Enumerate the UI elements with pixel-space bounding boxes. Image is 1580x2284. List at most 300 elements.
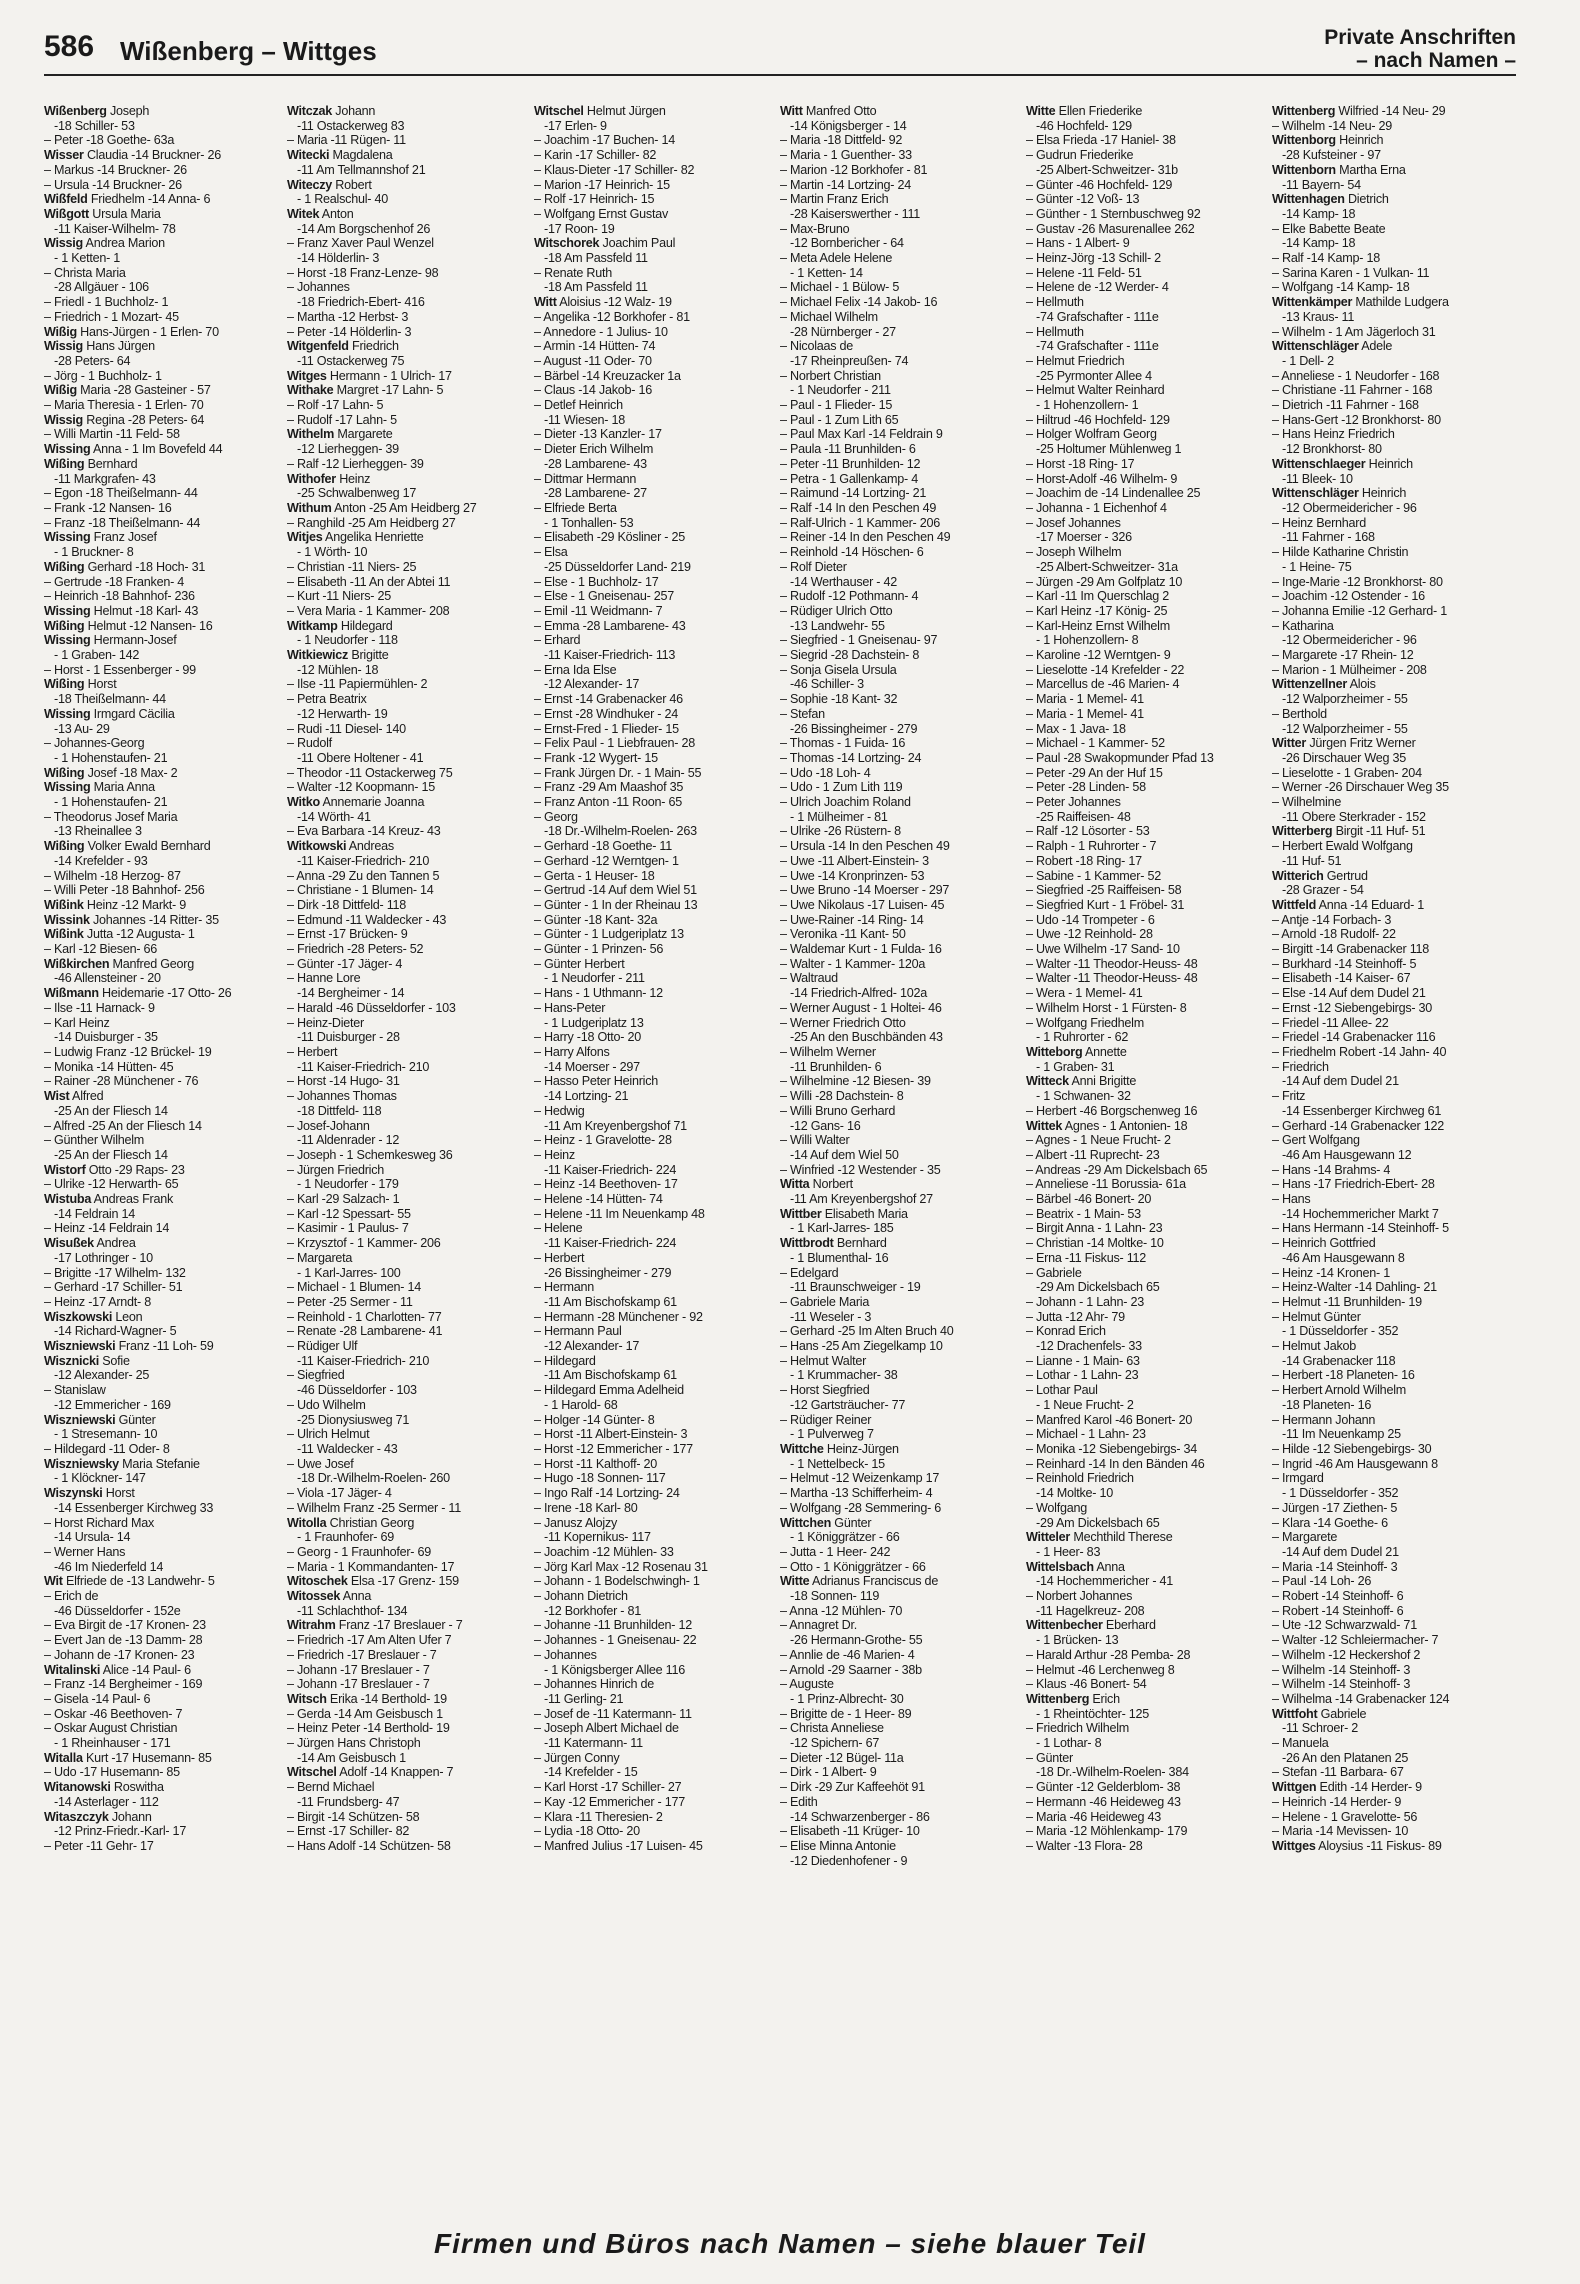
directory-entry: – Helmut Walter — [780, 1353, 867, 1368]
directory-entry: – Ursula -14 Bruckner- 26 — [44, 177, 182, 192]
directory-entry: -12 Drachenfels- 33 — [1036, 1339, 1142, 1354]
directory-entry: – Egon -18 Theißelmann- 44 — [44, 486, 198, 501]
directory-entry: Wissig Regina -28 Peters- 64 — [44, 412, 205, 427]
directory-entry: -28 Allgäuer - 106 — [54, 280, 149, 295]
page-number: 586 — [44, 30, 95, 63]
directory-entry: Withofer Heinz — [287, 471, 371, 486]
directory-entry: – Lothar Paul — [1026, 1383, 1098, 1398]
directory-entry: – Martha -12 Herbst- 3 — [287, 309, 409, 324]
directory-entry: Witschorek Joachim Paul — [534, 236, 676, 251]
surname: Withake — [287, 383, 334, 398]
directory-entry: – Willi Martin -11 Feld- 58 — [44, 427, 180, 442]
directory-entry: – Udo -18 Loh- 4 — [780, 765, 871, 780]
directory-entry: – Erich de — [44, 1589, 99, 1604]
directory-entry: – Angelika -12 Borkhofer - 81 — [534, 309, 690, 324]
directory-entry: – Auguste — [780, 1677, 834, 1692]
directory-entry: Wissing Franz Josef — [44, 530, 157, 545]
directory-entry: -12 Walporzheimer - 55 — [1282, 721, 1408, 736]
surname: Wiszniewski — [44, 1412, 116, 1427]
directory-entry: – Petra Beatrix — [287, 692, 367, 707]
directory-entry: -14 Feldrain 14 — [54, 1206, 135, 1221]
surname: Witgenfeld — [287, 339, 349, 354]
directory-entry: Wißing Horst — [44, 677, 117, 692]
surname: Witalinski — [44, 1662, 101, 1677]
directory-entry: – Else - 1 Gneisenau- 257 — [534, 589, 675, 604]
directory-entry: – Uwe Josef — [287, 1456, 354, 1471]
directory-entry: – Albert -11 Ruprecht- 23 — [1026, 1147, 1160, 1162]
directory-entry: – Wolfgang Ernst Gustav — [534, 206, 669, 221]
directory-entry: – Wilhelm Werner — [780, 1045, 876, 1059]
directory-entry: – Gabriele Maria — [780, 1294, 870, 1309]
directory-entry: – Franz Anton -11 Roon- 65 — [534, 795, 682, 810]
directory-entry: – Waldemar Kurt - 1 Fulda- 16 — [780, 942, 942, 957]
surname: Withofer — [287, 471, 336, 486]
directory-entry: – Hildegard -11 Oder- 8 — [44, 1441, 170, 1456]
directory-entry: -12 Spichern- 67 — [790, 1736, 880, 1751]
directory-entry: – Christian -14 Moltke- 10 — [1026, 1236, 1164, 1251]
directory-entry: – Hans - 1 Albert- 9 — [1026, 236, 1130, 251]
directory-entry: -13 Landwehr- 55 — [790, 618, 885, 633]
directory-entry: – Werner -26 Dirschauer Weg 35 — [1272, 780, 1449, 795]
directory-entry: -18 Am Passfeld 11 — [544, 251, 648, 266]
directory-entry: – Stefan -11 Barbara- 67 — [1272, 1765, 1404, 1780]
directory-entry: – Heinz - 1 Gravelotte- 28 — [534, 1133, 672, 1148]
directory-entry: - 1 Neudorfer - 118 — [297, 633, 398, 648]
directory-entry: -12 Obermeidericher - 96 — [1282, 633, 1417, 648]
surname: Wittek — [1026, 1118, 1063, 1133]
directory-entry: – Joseph - 1 Schemkesweg 36 — [287, 1147, 453, 1162]
directory-entry: -11 Gerling- 21 — [544, 1691, 624, 1706]
directory-entry: – Hugo -18 Sonnen- 117 — [534, 1471, 666, 1486]
directory-entry: – Franz -14 Bergheimer - 169 — [44, 1677, 203, 1692]
directory-entry: - 1 Hohenzollern- 1 — [1036, 398, 1139, 413]
directory-entry: Wißink Jutta -12 Augusta- 1 — [44, 927, 195, 942]
directory-entry: -14 Königsberger - 14 — [790, 118, 907, 133]
directory-entry: – Janusz Alojzy — [534, 1515, 618, 1530]
directory-entry: – Johann de -17 Kronen- 23 — [44, 1647, 195, 1662]
directory-entry: – Birgit -14 Schützen- 58 — [287, 1809, 420, 1824]
surname: Wissink — [44, 912, 90, 927]
directory-entry: – Uwe -12 Reinhold- 28 — [1026, 927, 1153, 942]
directory-entry: – Dieter Erich Wilhelm — [534, 442, 654, 457]
surname: Wittenborg — [1272, 133, 1336, 148]
directory-entry: - 1 Neue Frucht- 2 — [1036, 1397, 1134, 1412]
directory-entry: Wissig Hans Jürgen — [44, 339, 155, 354]
directory-entry: - 1 Hohenstaufen- 21 — [54, 795, 168, 810]
directory-entry: Wissing Maria Anna — [44, 780, 155, 795]
directory-entry: – Anna -29 Zu den Tannen 5 — [287, 868, 440, 883]
directory-entry: – Viola -17 Jäger- 4 — [287, 1486, 392, 1501]
directory-entry: – Burkhard -14 Steinhoff- 5 — [1272, 956, 1417, 971]
directory-entry: – Hilde Katharine Christin — [1272, 545, 1409, 560]
directory-entry: – Hans-Gert -12 Bronkhorst- 80 — [1272, 412, 1441, 427]
directory-entry: -46 Düsseldorfer - 152e — [54, 1603, 181, 1618]
directory-entry: -11 Am Bischofskamp 61 — [544, 1368, 677, 1383]
directory-entry: – Hans — [1272, 1192, 1311, 1207]
directory-entry: -14 Bergheimer - 14 — [297, 986, 405, 1001]
directory-entry: – Gisela -14 Paul- 6 — [44, 1691, 151, 1706]
directory-entry: - 1 Karl-Jarres- 100 — [297, 1265, 401, 1280]
directory-entry: – Oskar -46 Beethoven- 7 — [44, 1706, 183, 1721]
directory-entry: – Udo -17 Husemann- 85 — [44, 1765, 180, 1780]
directory-entry: – Wera - 1 Memel- 41 — [1026, 986, 1143, 1001]
directory-entry: -11 Schroer- 2 — [1282, 1721, 1359, 1736]
directory-entry: -14 Auf dem Dudel 21 — [1282, 1544, 1399, 1559]
surname: Wißing — [44, 618, 85, 633]
directory-entry: – Willi Bruno Gerhard — [780, 1103, 896, 1118]
directory-entry: – Claus -14 Jakob- 16 — [534, 383, 652, 398]
directory-entry: – Hiltrud -46 Hochfeld- 129 — [1026, 412, 1170, 427]
surname: Witoschek — [287, 1574, 348, 1589]
directory-entry: – Rolf -17 Heinrich- 15 — [534, 192, 655, 207]
directory-entry: – Karl -12 Biesen- 66 — [44, 942, 158, 957]
directory-entry: - 1 Dell- 2 — [1282, 353, 1334, 368]
surname: Witter — [1272, 736, 1307, 751]
directory-entry: -14 Werthauser - 42 — [790, 574, 898, 589]
directory-entry: - 1 Lothar- 8 — [1036, 1736, 1102, 1751]
directory-entry: Wittche Heinz-Jürgen — [780, 1441, 899, 1456]
directory-entry: – Stefan — [780, 706, 825, 721]
directory-entry: - 1 Neudorfer - 211 — [790, 383, 891, 398]
directory-entry: – Wolfgang -14 Kamp- 18 — [1272, 280, 1410, 295]
directory-entry: – Gerhard -12 Werntgen- 1 — [534, 853, 679, 868]
directory-entry: -17 Roon- 19 — [544, 221, 615, 236]
directory-entry: Wißing Josef -18 Max- 2 — [44, 765, 178, 780]
directory-entry: – Ernst -12 Siebengebirgs- 30 — [1272, 1000, 1433, 1015]
directory-entry: – Peter -11 Brunhilden- 12 — [780, 456, 921, 471]
surname: Witschorek — [534, 236, 600, 251]
directory-entry: – Helmut Günter — [1272, 1309, 1361, 1324]
directory-entry: – Johann - 1 Bodelschwingh- 1 — [534, 1574, 700, 1589]
directory-entry: – Rüdiger Ulf — [287, 1339, 358, 1354]
directory-entry: – Peter -28 Linden- 58 — [1026, 780, 1146, 795]
directory-entry: -12 Alexander- 17 — [544, 1339, 640, 1354]
directory-entry: – Heinz -14 Kronen- 1 — [1272, 1265, 1390, 1280]
directory-column-1 — [44, 104, 282, 2194]
directory-entry: -11 Kaiser-Friedrich- 210 — [297, 853, 430, 868]
directory-entry: – Gudrun Friederike — [1026, 148, 1134, 163]
directory-entry: – Theodor -11 Ostackerweg 75 — [287, 765, 453, 780]
surname: Wittenborn — [1272, 162, 1336, 177]
directory-entry: – Helene - 1 Gravelotte- 56 — [1272, 1809, 1418, 1824]
directory-entry: -29 Am Dickelsbach 65 — [1036, 1515, 1160, 1530]
directory-entry: – Arnold -29 Saarner - 38b — [780, 1662, 922, 1677]
surname: Witt — [780, 104, 803, 118]
directory-entry: Wissing Hermann-Josef — [44, 633, 177, 648]
directory-entry: Wißig Maria -28 Gasteiner - 57 — [44, 383, 211, 398]
directory-entry: - 1 Pulverweg 7 — [790, 1427, 874, 1442]
directory-entry: – Paul -14 Loh- 26 — [1272, 1574, 1372, 1589]
directory-entry: – Wilhelm -12 Heckershof 2 — [1272, 1647, 1421, 1662]
directory-entry: - 1 Hohenstaufen- 21 — [54, 750, 168, 765]
directory-entry: – Ralf -14 Kamp- 18 — [1272, 251, 1380, 266]
directory-entry: – Theodorus Josef Maria — [44, 809, 178, 824]
directory-entry: Wiszniewski Günter — [44, 1412, 156, 1427]
directory-entry: – Birgit Anna - 1 Lahn- 23 — [1026, 1221, 1163, 1236]
directory-entry: – Johann -17 Breslauer - 7 — [287, 1662, 430, 1677]
directory-entry: – Uwe -14 Kronprinzen- 53 — [780, 868, 925, 883]
surname: Witterich — [1272, 868, 1324, 883]
directory-entry: -14 Schwarzenberger - 86 — [790, 1809, 930, 1824]
surname: Wittber — [780, 1206, 822, 1221]
directory-entry: -46 Hochfeld- 129 — [1036, 118, 1132, 133]
directory-entry: -18 Friedrich-Ebert- 416 — [297, 295, 425, 310]
directory-entry: – Ulrike -12 Herwarth- 65 — [44, 1177, 179, 1192]
directory-entry: – Wilhelm -14 Neu- 29 — [1272, 118, 1393, 133]
directory-entry: – Heinrich -18 Bahnhof- 236 — [44, 589, 195, 604]
directory-entry: -11 Braunschweiger - 19 — [790, 1280, 921, 1295]
directory-entry: Witolla Christian Georg — [287, 1515, 415, 1530]
directory-entry: Wittenhagen Dietrich — [1272, 192, 1389, 207]
directory-entry: – Herbert Arnold Wilhelm — [1272, 1383, 1406, 1398]
directory-entry: Wißig Hans-Jürgen - 1 Erlen- 70 — [44, 324, 219, 339]
directory-entry: -14 Lortzing- 21 — [544, 1089, 629, 1104]
directory-entry: -18 Theißelmann- 44 — [54, 692, 166, 707]
directory-entry: – Harry -18 Otto- 20 — [534, 1030, 641, 1045]
directory-entry: – Günter -12 Gelderblom- 38 — [1026, 1780, 1181, 1795]
directory-entry: Wiszniewsky Maria Stefanie — [44, 1456, 200, 1471]
surname: Witossek — [287, 1589, 341, 1604]
directory-entry: -11 Katermann- 11 — [544, 1736, 643, 1751]
directory-entry: – Nicolaas de — [780, 339, 854, 354]
surname: Witschel — [534, 104, 584, 118]
directory-entry: – Ulrich Joachim Roland — [780, 795, 911, 810]
surname: Wittenschlaeger — [1272, 456, 1366, 471]
directory-entry: Witossek Anna — [287, 1589, 372, 1604]
directory-entry: -14 Am Geisbusch 1 — [297, 1750, 406, 1765]
surname: Wißkirchen — [44, 956, 110, 971]
directory-entry: – Dittmar Hermann — [534, 471, 637, 486]
directory-entry: – Marcellus de -46 Marien- 4 — [1026, 677, 1180, 692]
directory-entry: – Klaus -46 Bonert- 54 — [1026, 1677, 1147, 1692]
directory-entry: – Wolfgang Friedhelm — [1026, 1015, 1144, 1030]
surname: Wißing — [44, 839, 85, 854]
directory-entry: – Norbert Christian — [780, 368, 881, 383]
surname: Witte — [1026, 104, 1056, 118]
directory-entry: – Franz Xaver Paul Wenzel — [287, 236, 434, 251]
directory-entry: Wittenborg Heinrich — [1272, 133, 1384, 148]
directory-entry: - 1 Stresemann- 10 — [54, 1427, 158, 1442]
directory-entry: – Wolfgang — [1026, 1500, 1087, 1515]
directory-entry: – Helmut -11 Brunhilden- 19 — [1272, 1294, 1422, 1309]
directory-entry: - 1 Nettelbeck- 15 — [790, 1456, 885, 1471]
directory-entry: Witalla Kurt -17 Husemann- 85 — [44, 1750, 212, 1765]
directory-entry: -12 Borkhofer - 81 — [544, 1603, 642, 1618]
directory-entry: – Ingo Ralf -14 Lortzing- 24 — [534, 1486, 680, 1501]
directory-entry: – Hermann — [534, 1280, 595, 1295]
surname: Witschel — [287, 1765, 337, 1780]
directory-entry: -14 Kamp- 18 — [1282, 206, 1356, 221]
directory-entry: -46 Düsseldorfer - 103 — [297, 1383, 417, 1398]
directory-entry: - 1 Ketten- 14 — [790, 265, 863, 280]
directory-entry: – Josef-Johann — [287, 1118, 370, 1133]
surname: Wiszniewski — [44, 1339, 116, 1354]
directory-entry: - 1 Düsseldorfer - 352 — [1282, 1324, 1399, 1339]
directory-entry: -14 Wörth- 41 — [297, 809, 371, 824]
directory-entry: – Erna -11 Fiskus- 112 — [1026, 1250, 1147, 1265]
directory-entry: – Horst -18 Franz-Lenze- 98 — [287, 265, 439, 280]
surname: Witko — [287, 795, 320, 810]
surname: Wissing — [44, 633, 91, 648]
directory-entry: -28 Nürnberger - 27 — [790, 324, 896, 339]
directory-entry: – Johann -17 Breslauer - 7 — [287, 1677, 430, 1692]
directory-entry: – Elisabeth -14 Kaiser- 67 — [1272, 971, 1411, 986]
directory-entry: – Udo -14 Trompeter - 6 — [1026, 912, 1155, 927]
directory-entry: – Dirk -18 Dittfeld- 118 — [287, 897, 407, 912]
directory-entry: – Holger Wolfram Georg — [1026, 427, 1157, 442]
directory-entry: – Friedrich — [1272, 1059, 1329, 1074]
directory-entry: – Sabine - 1 Kammer- 52 — [1026, 868, 1161, 883]
directory-entry: – Karl Heinz -17 König- 25 — [1026, 603, 1168, 618]
directory-entry: – Karl-Heinz Ernst Wilhelm — [1026, 618, 1170, 633]
directory-entry: -11 Obere Holtener - 41 — [297, 750, 424, 765]
directory-entry: – Wilhelmine -12 Biesen- 39 — [780, 1074, 931, 1089]
directory-entry: - 1 Neudorfer - 179 — [297, 1177, 399, 1192]
surname: Witeczy — [287, 177, 333, 192]
directory-entry: -25 An der Fliesch 14 — [54, 1147, 168, 1162]
directory-entry: Witte Adrianus Franciscus de — [780, 1574, 939, 1589]
directory-column-4 — [780, 104, 1018, 2194]
directory-entry: – Raimund -14 Lortzing- 21 — [780, 486, 927, 501]
surname: Wistorf — [44, 1162, 86, 1177]
surname: Witrahm — [287, 1618, 336, 1633]
directory-entry: -14 Hochemmericher - 41 — [1036, 1574, 1174, 1589]
directory-entry: – Horst -11 Kalthoff- 20 — [534, 1456, 658, 1471]
directory-entry: – Manuela — [1272, 1736, 1329, 1751]
directory-entry: – Elsa Frieda -17 Haniel- 38 — [1026, 133, 1176, 148]
directory-entry: -28 Lambarene- 27 — [544, 486, 647, 501]
directory-entry: – Dieter -12 Bügel- 11a — [780, 1750, 904, 1765]
directory-entry: – Bärbel -14 Kreuzacker 1a — [534, 368, 681, 383]
directory-entry: – Herbert — [287, 1045, 338, 1059]
directory-entry: Wittges Aloysius -11 Fiskus- 89 — [1272, 1838, 1442, 1853]
directory-entry: – Gertrud -14 Auf dem Wiel 51 — [534, 883, 697, 898]
directory-entry: – Winfried -12 Westender - 35 — [780, 1162, 941, 1177]
directory-entry: Witeczy Robert — [287, 177, 372, 192]
directory-entry: - 1 Heine- 75 — [1282, 559, 1352, 574]
directory-entry: – Edith — [780, 1794, 818, 1809]
directory-entry: Wißing Helmut -12 Nansen- 16 — [44, 618, 213, 633]
directory-entry: – Joachim de -14 Lindenallee 25 — [1026, 486, 1201, 501]
directory-entry: – Georg — [534, 809, 578, 824]
directory-entry: - 1 Karl-Jarres- 185 — [790, 1221, 894, 1236]
surname: Wissig — [44, 339, 83, 354]
directory-entry: – Walter -11 Theodor-Heuss- 48 — [1026, 971, 1198, 986]
directory-entry: – Dieter -13 Kanzler- 17 — [534, 427, 662, 442]
directory-entry: – Edelgard — [780, 1265, 839, 1280]
directory-entry: – Uwe Wilhelm -17 Sand- 10 — [1026, 942, 1180, 957]
directory-entry: Witek Anton — [287, 206, 354, 221]
directory-entry: – Maria - 1 Kommandanten- 17 — [287, 1559, 455, 1574]
directory-entry: – Heinz — [534, 1147, 575, 1162]
directory-entry: – Paul -28 Swakopmunder Pfad 13 — [1026, 750, 1214, 765]
directory-entry: – Armin -14 Hütten- 74 — [534, 339, 656, 354]
surname: Wißfeld — [44, 192, 88, 207]
directory-entry: - 1 Rheinhauser - 171 — [54, 1736, 171, 1751]
directory-entry: – Siegfried - 1 Gneisenau- 97 — [780, 633, 938, 648]
surname: Wittenbecher — [1026, 1618, 1103, 1633]
directory-entry: -46 Im Niederfeld 14 — [54, 1559, 164, 1574]
directory-entry: – Rudolf -17 Lahn- 5 — [287, 412, 397, 427]
directory-entry: – Anneliese - 1 Neudorfer - 168 — [1272, 368, 1440, 383]
surname: Wit — [44, 1574, 63, 1589]
directory-entry: – Jutta - 1 Heer- 242 — [780, 1544, 891, 1559]
directory-entry: – Agnes - 1 Neue Frucht- 2 — [1026, 1133, 1171, 1148]
directory-entry: - 1 Prinz-Albrecht- 30 — [790, 1691, 904, 1706]
directory-entry: – Maria - 1 Guenther- 33 — [780, 148, 912, 163]
directory-entry: – Renate Ruth — [534, 265, 612, 280]
directory-entry: Witrahm Franz -17 Breslauer - 7 — [287, 1618, 463, 1633]
surname: Witt — [534, 295, 557, 310]
directory-entry: -28 Grazer - 54 — [1282, 883, 1364, 898]
directory-entry: -11 Weseler - 3 — [790, 1309, 872, 1324]
directory-entry: -18 Dr.-Wilhelm-Roelen- 263 — [544, 824, 697, 839]
surname: Wistuba — [44, 1192, 92, 1207]
directory-entry: Witterich Gertrud — [1272, 868, 1368, 883]
directory-entry: – Sophie -18 Kant- 32 — [780, 692, 898, 707]
directory-entry: – Else - 1 Buchholz- 17 — [534, 574, 659, 589]
directory-entry: -25 Schwalbenweg 17 — [297, 486, 417, 501]
directory-entry: Wiszynski Horst — [44, 1486, 135, 1501]
directory-entry: – Ingrid -46 Am Hausgewann 8 — [1272, 1456, 1438, 1471]
directory-column-5 — [1026, 104, 1264, 2194]
directory-entry: – Eva Barbara -14 Kreuz- 43 — [287, 824, 441, 839]
directory-entry: – Karl -11 Im Querschlag 2 — [1026, 589, 1170, 604]
directory-entry: – Ute -12 Schwarzwald- 71 — [1272, 1618, 1417, 1633]
directory-entry: – Gustav -26 Masurenallee 262 — [1026, 221, 1195, 236]
directory-entry: -25 Dionysiusweg 71 — [297, 1412, 410, 1427]
directory-entry: – Hellmuth — [1026, 324, 1084, 339]
surname: Wittchen — [780, 1515, 832, 1530]
directory-entry: -17 Moerser - 326 — [1036, 530, 1132, 545]
directory-entry: – Elfriede Berta — [534, 500, 617, 515]
directory-entry: -26 An den Platanen 25 — [1282, 1750, 1409, 1765]
directory-entry: Withelm Margarete — [287, 427, 393, 442]
directory-entry: – Karl -12 Spessart- 55 — [287, 1206, 411, 1221]
surname: Wisser — [44, 148, 84, 163]
directory-entry: Wittfeld Anna -14 Eduard- 1 — [1272, 897, 1425, 912]
directory-entry: – Friedhelm Robert -14 Jahn- 40 — [1272, 1045, 1447, 1059]
directory-entry: Wistorf Otto -29 Raps- 23 — [44, 1162, 185, 1177]
directory-entry: – Hans -14 Brahms- 4 — [1272, 1162, 1391, 1177]
directory-entry: – Günther - 1 Sternbuschweg 92 — [1026, 206, 1201, 221]
directory-entry: -11 Schlachthof- 134 — [297, 1603, 408, 1618]
directory-entry: – Michael - 1 Kammer- 52 — [1026, 736, 1165, 751]
directory-entry: – Annedore - 1 Julius- 10 — [534, 324, 668, 339]
directory-entry: – Wolfgang -28 Semmering- 6 — [780, 1500, 942, 1515]
footer-note: Firmen und Büros nach Namen – siehe blauer Teil — [434, 2228, 1146, 2259]
surname: Wißink — [44, 897, 84, 912]
directory-entry: – Johannes — [534, 1647, 597, 1662]
directory-entry: – Franz -29 Am Maashof 35 — [534, 780, 684, 795]
surname: Witkamp — [287, 618, 338, 633]
directory-entry: – Friedl - 1 Buchholz- 1 — [44, 295, 169, 310]
directory-entry: Wittenkämper Mathilde Ludgera — [1272, 295, 1449, 310]
directory-entry: – Gerhard -18 Goethe- 11 — [534, 839, 672, 854]
directory-entry: – Joachim -17 Buchen- 14 — [534, 133, 676, 148]
directory-entry: – Rüdiger Reiner — [780, 1412, 872, 1427]
directory-entry: – Bernd Michael — [287, 1780, 375, 1795]
directory-entry: – Herbert — [534, 1250, 585, 1265]
directory-entry: – Markus -14 Bruckner- 26 — [44, 162, 187, 177]
directory-entry: -12 Prinz-Friedr.-Karl- 17 — [54, 1824, 187, 1839]
directory-entry: -26 Bissingheimer - 279 — [544, 1265, 672, 1280]
directory-entry: Wittenberg Wilfried -14 Neu- 29 — [1272, 104, 1446, 118]
directory-entry: -26 Dirschauer Weg 35 — [1282, 750, 1407, 765]
directory-entry: – Ernst -17 Brücken- 9 — [287, 927, 408, 942]
directory-entry: -14 Asterlager - 112 — [54, 1794, 159, 1809]
directory-entry: - 1 Königsberger Allee 116 — [544, 1662, 685, 1677]
